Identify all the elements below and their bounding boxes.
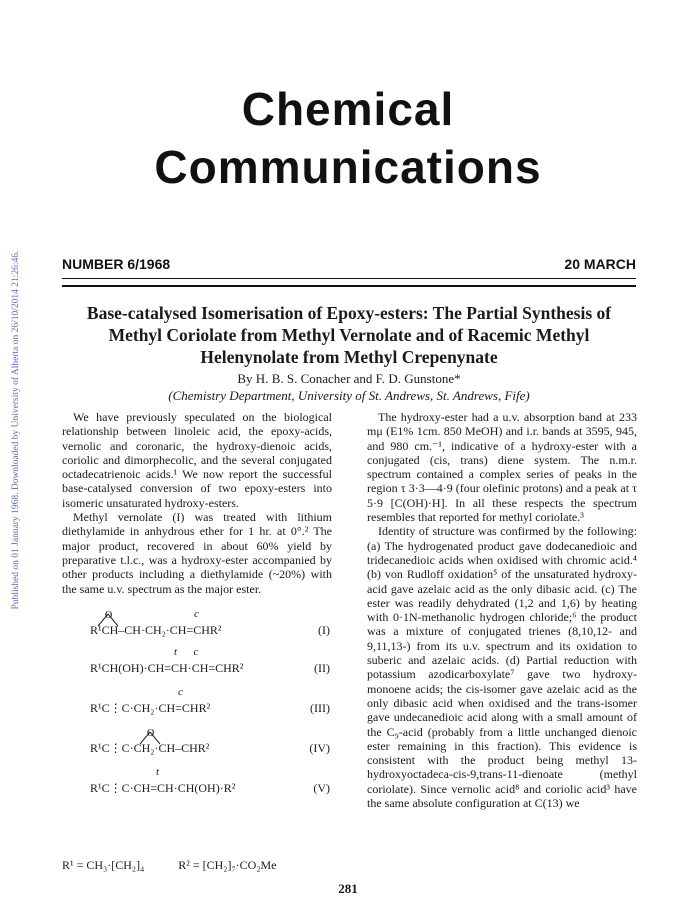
page-number: 281	[338, 881, 358, 896]
download-notice-sidebar	[4, 150, 21, 710]
formula-V	[90, 766, 330, 796]
formula-II-stereo-marks: t c	[174, 646, 199, 658]
formula-V-trans-mark: t	[156, 766, 160, 778]
article-affiliation: (Chemistry Department, University of St. Andrews, St. Andrews, Fife)	[168, 388, 530, 403]
masthead-line-2: Communications	[154, 141, 542, 193]
download-notice-text: Published on 01 January 1968. Downloaded by University of Alberta on 26/10/2014 21:26:46.	[11, 250, 21, 610]
formula-II	[90, 646, 330, 676]
formula-III-cis-mark: c	[178, 686, 183, 698]
title-line-1: Base-catalysed Isomerisation of Epoxy-esters: The Partial Synthesis of	[86, 303, 612, 323]
masthead-line-1: Chemical	[241, 83, 455, 135]
formula-III	[90, 686, 330, 716]
formula-I-cis-mark: c	[194, 608, 199, 620]
formula-I-expr: R¹CH–CH·CH₂·CH=CHR²	[90, 623, 222, 637]
issue-date: 20 MARCH	[564, 256, 636, 272]
journal-masthead	[0, 80, 696, 196]
formula-II-expr: R¹CH(OH)·CH=CH·CH=CHR²	[90, 661, 244, 675]
issue-number: NUMBER 6/1968	[62, 256, 171, 272]
svg-text:O: O	[147, 728, 155, 739]
header-rule-thin	[62, 278, 636, 279]
formula-V-expr: R¹C⋮C·CH=CH·CH(OH)·R²	[90, 781, 236, 795]
right-column	[367, 410, 637, 810]
formula-IV	[90, 726, 330, 756]
article-authors: By H. B. S. Conacher and F. D. Gunstone*	[237, 371, 461, 386]
left-column	[62, 410, 332, 596]
title-line-3: Helenynolate from Methyl Crepenynate	[200, 347, 498, 367]
article-title	[62, 302, 636, 368]
right-paragraph-1: The hydroxy-ester had a u.v. absorption band at 233 mμ (E1% 1cm. 850 MeOH) and i.r. bands at 3595, 945, and 980 cm.⁻¹, indicative of a hydroxy-ester with a conjugated (cis, trans) diene system. The n.m.r. spectrum contained a complex series of peaks in the region τ 3·3—4·9 (four olefinic protons) and a peak at τ 5·9 [C(OH)·H]. In all these respects the spectrum resembles that reported for methyl coriolate.³	[367, 410, 637, 525]
svg-text:O: O	[105, 610, 113, 621]
title-line-2: Methyl Coriolate from Methyl Vernolate and of Racemic Methyl	[108, 325, 590, 345]
left-paragraph-2: Methyl vernolate (I) was treated with lithium diethylamide in anhydrous ether for 1 hr. at 0°.² The major product, recovered in about 60% yield by preparative t.l.c., was a hydroxy-ester accompanied by other products including a diethylamide (~20%) with the same u.v. spectrum as the major ester.	[62, 510, 332, 596]
formula-I-number: (I)	[318, 623, 330, 637]
r1-definition: R¹ = CH₃·[CH₂]₄	[62, 858, 145, 872]
left-paragraph-1: We have previously speculated on the biological relationship between linoleic acid, the epoxy-acids, vernolic and coronaric, the hydroxy-dienoic acids, coriolic and dimorphecolic, and the several conjugated octadecatrienoic acids.¹ We now report the successful base-catalysed conversion of two epoxy-esters into isomeric unsaturated hydroxy-esters.	[62, 410, 332, 510]
formula-III-number: (III)	[310, 701, 330, 715]
formula-IV-expr: R¹C⋮C·CH₂·CH–CHR²	[90, 741, 210, 755]
formula-II-number: (II)	[314, 661, 330, 675]
r2-definition: R² = [CH₂]₇·CO₂Me	[178, 858, 277, 872]
right-paragraph-2: Identity of structure was confirmed by the following: (a) The hydrogenated product gave dodecanedioic and tridecanedioic acids when oxidised with chromic acid.⁴ (b) von Rudloff oxidation⁵ of the unsaturated hydroxy-acid gave azelaic acid as the only dibasic acid. (c) The ester was readily dehydrated (1,2 and 1,6) by heating with 0·1N-methanolic hydrogen chloride;⁶ the product was a mixture of conjugated trienes (8,10,12- and 9,11,13-) from its u.v. spectrum and its oxidation to suberic and azelaic acids. (d) Partial reduction with potassium azodicarboxylate⁷ gave two hydroxy-monoene acids; the cis-isomer gave azelaic acid as the only dibasic acid when oxidised and the trans-isomer gave undecanedioic acid along with a small amount of the C₉-acid (probably from a little unchanged dienoic ester remaining in this fraction). This evidence is consistent with the product being methyl 13-hydroxyoctadeca-cis-9,trans-11-dienoate (methyl coriolate). Since vernolic acid⁸ and coriolic acid³ have the same absolute configuration at C(13) we	[367, 524, 637, 811]
formula-I	[90, 608, 330, 638]
issue-bar	[62, 256, 636, 272]
formula-III-expr: R¹C⋮C·CH₂·CH=CHR²	[90, 701, 211, 715]
header-rule-thick	[62, 285, 636, 287]
formula-V-number: (V)	[313, 781, 330, 795]
substituent-definitions	[62, 858, 332, 873]
formula-IV-number: (IV)	[309, 741, 330, 755]
